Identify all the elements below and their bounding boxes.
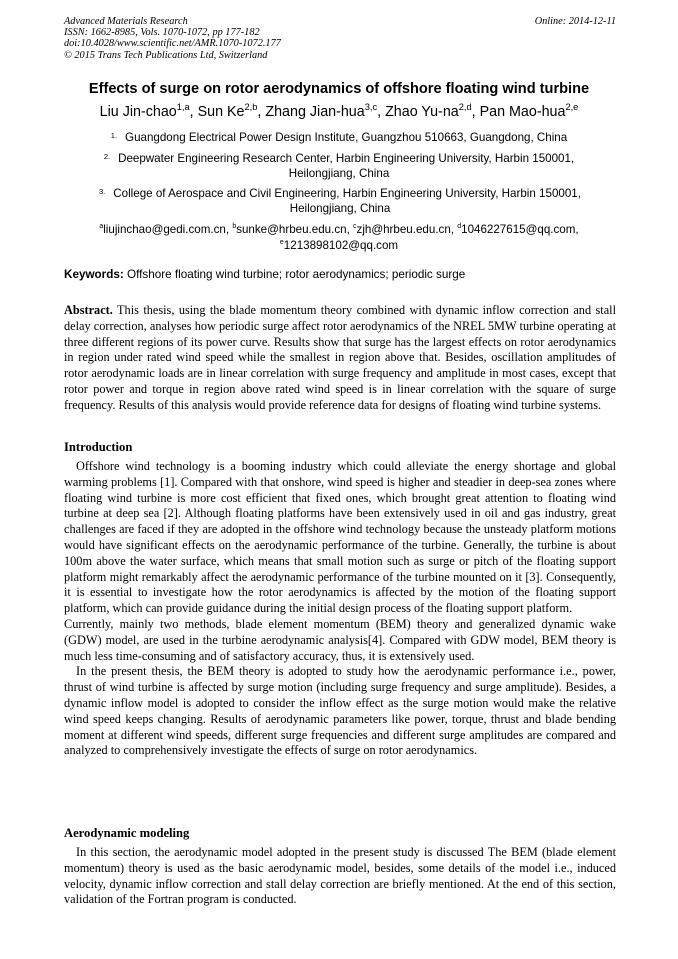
email-address[interactable]: zjh@hrbeu.edu.cn: [356, 223, 451, 236]
author-superscript: 2,d: [458, 102, 472, 113]
email-superscript: d: [457, 223, 462, 231]
author: Sun Ke: [197, 104, 245, 120]
email-list: $^a$liujinchao@gedi.com.cn, $^b$sunke@hrbeu.edu.cn, $^c$zjh@hrbeu.edu.cn, $^d$1046227615@qq.com, $^e$1213898102@qq.com: [99, 223, 579, 252]
online-date: Online: 2014-12-11: [534, 16, 616, 27]
page-header: [64, 16, 616, 61]
section-heading-introduction: Introduction: [64, 440, 133, 454]
paper-title: Effects of surge on rotor aerodynamics of offshore floating wind turbine: [88, 81, 590, 97]
author: Zhang Jian-hua: [265, 104, 365, 120]
author: Liu Jin-chao: [99, 104, 177, 120]
journal-name: Advanced Materials Research: [64, 16, 188, 27]
section-heading-aerodynamic-modeling: Aerodynamic modeling: [64, 826, 190, 840]
copyright-line: © 2015 Trans Tech Publications Ltd, Switzerland: [64, 49, 268, 61]
author-superscript: 1,a: [176, 102, 190, 113]
author-list: Liu Jin-chao$^{1,a}$, Sun Ke$^{2,b}$, Zhang Jian-hua$^{3,c}$, Zhao Yu-na$^{2,d}$, Pan Mao-hua$^{2,e}$: [99, 102, 579, 120]
email-superscript: e: [279, 239, 284, 247]
author-superscript: 2,e: [565, 102, 579, 113]
keywords-text: Offshore floating wind turbine; rotor aerodynamics; periodic surge: [127, 268, 466, 281]
author-superscript: 2,b: [244, 102, 258, 113]
affiliation-text: Guangdong Electrical Power Design Institute, Guangzhou 510663, Guangdong, China: [125, 131, 568, 144]
email-superscript: b: [232, 223, 237, 231]
author: Pan Mao-hua: [479, 104, 566, 120]
affiliation-text: College of Aerospace and Civil Engineering, Harbin Engineering University, Harbin 150001, Heilongjiang, China: [113, 187, 581, 215]
aerodynamic-modeling-body: [64, 845, 616, 908]
paragraph: In the present thesis, the BEM theory is adopted to study how the aerodynamic performance i.e., power, thrust of wind turbine is affected by surge motion (including surge frequency and surge amplitude). Besides, a dynamic inflow model is adopted to consider the inflow effect as the surge motion would make the relative wind speed keeps changing. Results of aerodynamic parameters like power, torque, thrust and blade bending moment at different wind speeds, different surge frequencies and different surge amplitudes are compared and analyzed to comprehensively investigate the effects of surge on rotor aerodynamics.: [64, 664, 616, 758]
doi-line: doi:10.4028/www.scientific.net/AMR.1070-1072.177: [64, 38, 281, 50]
paragraph: Currently, mainly two methods, blade element momentum (BEM) theory and generalized dynamic wake (GDW) model, are used in the turbine aerodynamic analysis[4]. Compared with GDW model, BEM theory is much less time-consuming and of satisfactory accuracy, thus, it is extensively used.: [64, 616, 616, 663]
issn-line: ISSN: 1662-8985, Vols. 1070-1072, pp 177-182: [64, 27, 260, 39]
email-address[interactable]: sunke@hrbeu.edu.cn: [236, 223, 347, 236]
affiliation-2: [76, 151, 602, 181]
affiliation-number: 1.: [110, 131, 118, 140]
affiliation-3: [70, 186, 610, 216]
email-address[interactable]: liujinchao@gedi.com.cn: [103, 223, 226, 236]
email-superscript: c: [353, 223, 357, 231]
email-address[interactable]: 1213898102@qq.com: [283, 239, 399, 252]
author-superscript: 3,c: [364, 102, 378, 113]
paragraph: In this section, the aerodynamic model adopted in the present study is discussed The BEM (blade element momentum) theory is used as the basic aerodynamic model, besides, some details of the model i.e., induced velocity, dynamic inflow correction and stall delay correction are briefly mentioned. At the end of this section, validation of the Fortran program is conducted.: [64, 845, 616, 907]
email-superscript: a: [99, 223, 104, 231]
abstract-label: Abstract.: [64, 303, 113, 317]
keywords: [64, 268, 616, 281]
email-address[interactable]: 1046227615@qq.com: [461, 223, 576, 236]
affiliation-number: 2.: [103, 152, 111, 161]
paragraph: Offshore wind technology is a booming industry which could alleviate the energy shortage and global warming problems [1]. Compared with that onshore, wind speed is higher and steadier in deep-sea zones where floating wind turbine is more cost efficient that fixed ones, which brought great attention to floating wind turbine at deep sea [2]. Although floating platforms have been extensively used in oil and gas industry, great challenges are faced if they are adopted in the offshore wind technology because the unsteady platform motions would have significant effects on the aerodynamic performance of the turbine. Generally, the turbine is about 100m above the water surface, which means that small motion such as surge or pitch of the floating support platform might remarkably affect the aerodynamic performance of the turbine mounted on it [3]. Consequently, it is essential to investigate how the rotor aerodynamics is affected by the motion of the floating support platform, which can provide guidance during the initial design process of the floating support platform.: [64, 459, 616, 616]
introduction-body: [64, 459, 616, 759]
author: Zhao Yu-na: [385, 104, 459, 120]
abstract: [64, 303, 616, 414]
affiliation-text: Deepwater Engineering Research Center, Harbin Engineering University, Harbin 150001, Heilongjiang, China: [118, 152, 575, 180]
affiliation-number: 3.: [99, 187, 106, 196]
keywords-label: Keywords:: [64, 268, 124, 281]
affiliation-1: [40, 130, 638, 145]
abstract-text: This thesis, using the blade momentum theory combined with dynamic inflow correction and stall delay correction, analyses how periodic surge affect rotor aerodynamics of the NREL 5MW turbine operating at three different regions of its power curve. Results show that surge has the largest effects on rotor aerodynamics in region under rated wind speed while the smallest in region above that. Besides, oscillation amplitudes of rotor aerodynamic loads are in linear correlation with surge frequency and amplitude in most cases, except that rotor power and torque in region above rated wind speed is in linear correlation with the square of surge frequency. Results of this analysis would provide reference data for designs of floating wind turbine systems.: [64, 303, 617, 412]
